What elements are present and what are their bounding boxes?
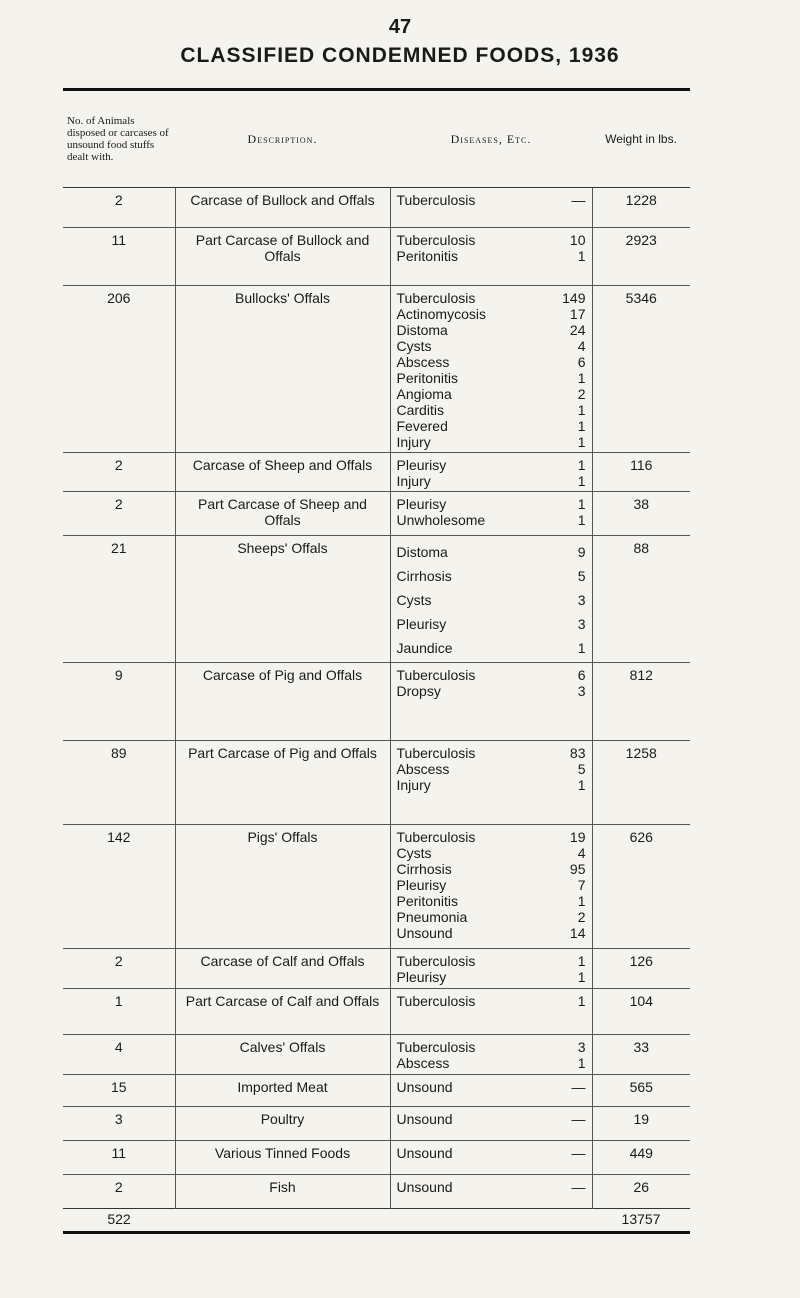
animal-count: 2 xyxy=(63,453,175,492)
disease-entry xyxy=(397,1111,586,1127)
weight-lbs: 812 xyxy=(592,663,690,741)
food-description: Imported Meat xyxy=(175,1075,390,1107)
table-row xyxy=(63,989,690,1035)
diseases-list xyxy=(390,1035,592,1075)
weight-lbs: 626 xyxy=(592,825,690,949)
disease-count: 1 xyxy=(577,1055,586,1071)
disease-count: 19 xyxy=(569,829,586,845)
page-title: CLASSIFIED CONDEMNED FOODS, 1936 xyxy=(180,44,620,67)
disease-name: Pleurisy xyxy=(396,877,447,893)
weight-lbs: 565 xyxy=(592,1075,690,1107)
table-row xyxy=(63,1035,690,1075)
disease-entry xyxy=(397,306,586,322)
weight-lbs: 116 xyxy=(592,453,690,492)
disease-count: 2 xyxy=(577,386,586,402)
disease-count: 1 xyxy=(577,969,586,985)
disease-name: Pleurisy xyxy=(396,496,447,512)
table-row xyxy=(63,453,690,492)
disease-name: Cysts xyxy=(396,338,432,354)
disease-count: 1 xyxy=(577,434,586,450)
disease-count: 1 xyxy=(577,893,586,909)
disease-count: 1 xyxy=(577,473,586,489)
disease-entry xyxy=(397,402,586,418)
disease-entry xyxy=(397,1079,586,1095)
food-description: Calves' Offals xyxy=(175,1035,390,1075)
disease-count: 1 xyxy=(577,512,586,528)
disease-entry xyxy=(397,354,586,370)
disease-count: 24 xyxy=(569,322,586,338)
disease-name: Abscess xyxy=(396,1055,450,1071)
food-description: Various Tinned Foods xyxy=(175,1141,390,1175)
disease-count: 4 xyxy=(577,338,586,354)
food-description: Bullocks' Offals xyxy=(175,286,390,453)
disease-name: Unsound xyxy=(396,1179,453,1195)
disease-entry xyxy=(397,434,586,450)
disease-name: Pleurisy xyxy=(396,616,447,632)
disease-entry xyxy=(397,473,586,489)
disease-entry xyxy=(397,745,586,761)
diseases-list xyxy=(390,663,592,741)
disease-entry xyxy=(397,322,586,338)
disease-name: Unsound xyxy=(396,1079,453,1095)
table-row xyxy=(63,741,690,825)
diseases-list xyxy=(390,228,592,286)
diseases-list xyxy=(390,741,592,825)
disease-count: 95 xyxy=(569,861,586,877)
disease-count: — xyxy=(571,1111,586,1127)
table-row xyxy=(63,492,690,536)
disease-name: Injury xyxy=(396,473,431,489)
disease-entry xyxy=(397,1179,586,1195)
table-row xyxy=(63,825,690,949)
weight-lbs: 26 xyxy=(592,1175,690,1209)
disease-name: Dropsy xyxy=(396,683,441,699)
weight-lbs: 38 xyxy=(592,492,690,536)
table-body xyxy=(63,188,690,1209)
disease-entry xyxy=(397,248,586,264)
disease-name: Distoma xyxy=(396,322,448,338)
disease-name: Cysts xyxy=(396,592,432,608)
disease-name: Cirrhosis xyxy=(396,861,452,877)
disease-entry xyxy=(397,612,586,636)
diseases-list xyxy=(390,989,592,1035)
weight-lbs: 33 xyxy=(592,1035,690,1075)
disease-entry xyxy=(397,845,586,861)
disease-entry xyxy=(397,496,586,512)
animal-count: 4 xyxy=(63,1035,175,1075)
disease-entry xyxy=(397,418,586,434)
animal-count: 15 xyxy=(63,1075,175,1107)
disease-name: Abscess xyxy=(396,761,450,777)
animal-count: 2 xyxy=(63,1175,175,1209)
disease-name: Pleurisy xyxy=(396,969,447,985)
table-row xyxy=(63,1107,690,1141)
disease-name: Peritonitis xyxy=(396,248,458,264)
disease-entry xyxy=(397,1145,586,1161)
disease-count: 5 xyxy=(577,568,586,584)
diseases-list xyxy=(390,1141,592,1175)
disease-entry xyxy=(397,386,586,402)
animal-count: 89 xyxy=(63,741,175,825)
disease-name: Unwholesome xyxy=(396,512,486,528)
animal-count: 11 xyxy=(63,228,175,286)
disease-name: Abscess xyxy=(396,354,450,370)
animal-count: 9 xyxy=(63,663,175,741)
disease-name: Tuberculosis xyxy=(396,1039,476,1055)
disease-name: Unsound xyxy=(396,1111,453,1127)
disease-entry xyxy=(397,370,586,386)
disease-entry xyxy=(397,564,586,588)
food-description: Fish xyxy=(175,1175,390,1209)
disease-count: 1 xyxy=(577,248,586,264)
disease-count: 3 xyxy=(577,683,586,699)
disease-count: 149 xyxy=(562,290,586,306)
disease-count: 1 xyxy=(577,402,586,418)
food-description: Part Carcase of Pig and Offals xyxy=(175,741,390,825)
disease-entry xyxy=(397,512,586,528)
disease-count: 6 xyxy=(577,354,586,370)
animal-count: 21 xyxy=(63,536,175,663)
disease-count: 1 xyxy=(577,496,586,512)
disease-count: 1 xyxy=(577,953,586,969)
disease-entry xyxy=(397,667,586,683)
animal-count: 2 xyxy=(63,492,175,536)
food-description: Carcase of Bullock and Offals xyxy=(175,188,390,228)
disease-entry xyxy=(397,588,586,612)
header-weight: Weight in lbs. xyxy=(592,90,690,188)
disease-entry xyxy=(397,861,586,877)
disease-name: Injury xyxy=(396,777,431,793)
food-description: Part Carcase of Sheep and Offals xyxy=(175,492,390,536)
weight-lbs: 5346 xyxy=(592,286,690,453)
disease-name: Tuberculosis xyxy=(396,232,476,248)
disease-name: Tuberculosis xyxy=(396,192,476,208)
food-description: Part Carcase of Calf and Offals xyxy=(175,989,390,1035)
page-number: 47 xyxy=(388,16,412,38)
weight-lbs: 449 xyxy=(592,1141,690,1175)
total-weight: 13757 xyxy=(592,1209,690,1233)
disease-entry xyxy=(397,829,586,845)
animal-count: 3 xyxy=(63,1107,175,1141)
disease-entry xyxy=(397,969,586,985)
disease-entry xyxy=(397,457,586,473)
disease-name: Cysts xyxy=(396,845,432,861)
disease-count: 3 xyxy=(577,616,586,632)
diseases-list xyxy=(390,1075,592,1107)
disease-entry xyxy=(397,540,586,564)
table-row xyxy=(63,1141,690,1175)
disease-entry xyxy=(397,636,586,660)
diseases-list xyxy=(390,1175,592,1209)
food-description: Part Carcase of Bullock and Offals xyxy=(175,228,390,286)
disease-count: — xyxy=(571,1079,586,1095)
disease-name: Pleurisy xyxy=(396,457,447,473)
disease-entry xyxy=(397,1039,586,1055)
disease-entry xyxy=(397,909,586,925)
disease-count: — xyxy=(571,192,586,208)
disease-entry xyxy=(397,1055,586,1071)
disease-entry xyxy=(397,993,586,1009)
condemned-foods-table xyxy=(63,88,690,1234)
diseases-list xyxy=(390,188,592,228)
disease-entry xyxy=(397,232,586,248)
diseases-list xyxy=(390,536,592,663)
weight-lbs: 104 xyxy=(592,989,690,1035)
disease-count: 3 xyxy=(577,1039,586,1055)
table-row xyxy=(63,1175,690,1209)
disease-name: Pneumonia xyxy=(396,909,468,925)
disease-count: 2 xyxy=(577,909,586,925)
disease-name: Cirrhosis xyxy=(396,568,452,584)
weight-lbs: 88 xyxy=(592,536,690,663)
diseases-list xyxy=(390,949,592,989)
animal-count: 2 xyxy=(63,949,175,989)
table-row xyxy=(63,663,690,741)
header-description: Description. xyxy=(175,90,390,188)
diseases-list xyxy=(390,825,592,949)
disease-count: 4 xyxy=(577,845,586,861)
disease-count: 1 xyxy=(577,418,586,434)
disease-entry xyxy=(397,953,586,969)
disease-name: Peritonitis xyxy=(396,893,458,909)
animal-count: 2 xyxy=(63,188,175,228)
disease-count: — xyxy=(571,1145,586,1161)
disease-count: 1 xyxy=(577,777,586,793)
table-row xyxy=(63,286,690,453)
disease-count: 17 xyxy=(569,306,586,322)
disease-entry xyxy=(397,683,586,699)
disease-entry xyxy=(397,893,586,909)
animal-count: 11 xyxy=(63,1141,175,1175)
disease-entry xyxy=(397,290,586,306)
disease-entry xyxy=(397,338,586,354)
animal-count: 142 xyxy=(63,825,175,949)
disease-name: Fevered xyxy=(396,418,448,434)
food-description: Sheeps' Offals xyxy=(175,536,390,663)
table-row xyxy=(63,228,690,286)
disease-entry xyxy=(397,761,586,777)
disease-count: 5 xyxy=(577,761,586,777)
food-description: Poultry xyxy=(175,1107,390,1141)
header-diseases: Diseases, Etc. xyxy=(390,90,592,188)
disease-name: Jaundice xyxy=(396,640,453,656)
food-description: Pigs' Offals xyxy=(175,825,390,949)
disease-name: Tuberculosis xyxy=(396,667,476,683)
disease-count: 1 xyxy=(577,370,586,386)
weight-lbs: 19 xyxy=(592,1107,690,1141)
disease-count: 1 xyxy=(577,993,586,1009)
disease-count: 1 xyxy=(577,640,586,656)
weight-lbs: 1258 xyxy=(592,741,690,825)
table-header-row xyxy=(63,90,690,188)
disease-count: 10 xyxy=(569,232,586,248)
table-row xyxy=(63,1075,690,1107)
header-animals: No. of Animals disposed or carcases of unsound food stuffs dealt with. xyxy=(63,90,175,188)
disease-name: Distoma xyxy=(396,544,448,560)
disease-name: Carditis xyxy=(396,402,444,418)
diseases-list xyxy=(390,492,592,536)
weight-lbs: 2923 xyxy=(592,228,690,286)
animal-count: 1 xyxy=(63,989,175,1035)
diseases-list xyxy=(390,1107,592,1141)
disease-name: Tuberculosis xyxy=(396,745,476,761)
disease-name: Tuberculosis xyxy=(396,290,476,306)
diseases-list xyxy=(390,286,592,453)
disease-count: 9 xyxy=(577,544,586,560)
disease-name: Peritonitis xyxy=(396,370,458,386)
disease-count: 14 xyxy=(569,925,586,941)
disease-entry xyxy=(397,877,586,893)
table-row xyxy=(63,188,690,228)
food-description: Carcase of Pig and Offals xyxy=(175,663,390,741)
animal-count: 206 xyxy=(63,286,175,453)
disease-count: 7 xyxy=(577,877,586,893)
weight-lbs: 1228 xyxy=(592,188,690,228)
total-count: 522 xyxy=(63,1209,175,1233)
food-description: Carcase of Calf and Offals xyxy=(175,949,390,989)
table-row xyxy=(63,536,690,663)
disease-count: — xyxy=(571,1179,586,1195)
disease-count: 6 xyxy=(577,667,586,683)
disease-name: Tuberculosis xyxy=(396,829,476,845)
disease-entry xyxy=(397,192,586,208)
disease-entry xyxy=(397,925,586,941)
disease-name: Tuberculosis xyxy=(396,993,476,1009)
disease-name: Tuberculosis xyxy=(396,953,476,969)
disease-entry xyxy=(397,777,586,793)
disease-name: Actinomycosis xyxy=(396,306,486,322)
disease-name: Unsound xyxy=(396,1145,453,1161)
disease-count: 3 xyxy=(577,592,586,608)
totals-row xyxy=(63,1209,690,1233)
disease-count: 1 xyxy=(577,457,586,473)
diseases-list xyxy=(390,453,592,492)
disease-name: Injury xyxy=(396,434,431,450)
food-description: Carcase of Sheep and Offals xyxy=(175,453,390,492)
table-row xyxy=(63,949,690,989)
weight-lbs: 126 xyxy=(592,949,690,989)
disease-name: Unsound xyxy=(396,925,453,941)
disease-count: 83 xyxy=(569,745,586,761)
disease-name: Angioma xyxy=(396,386,452,402)
